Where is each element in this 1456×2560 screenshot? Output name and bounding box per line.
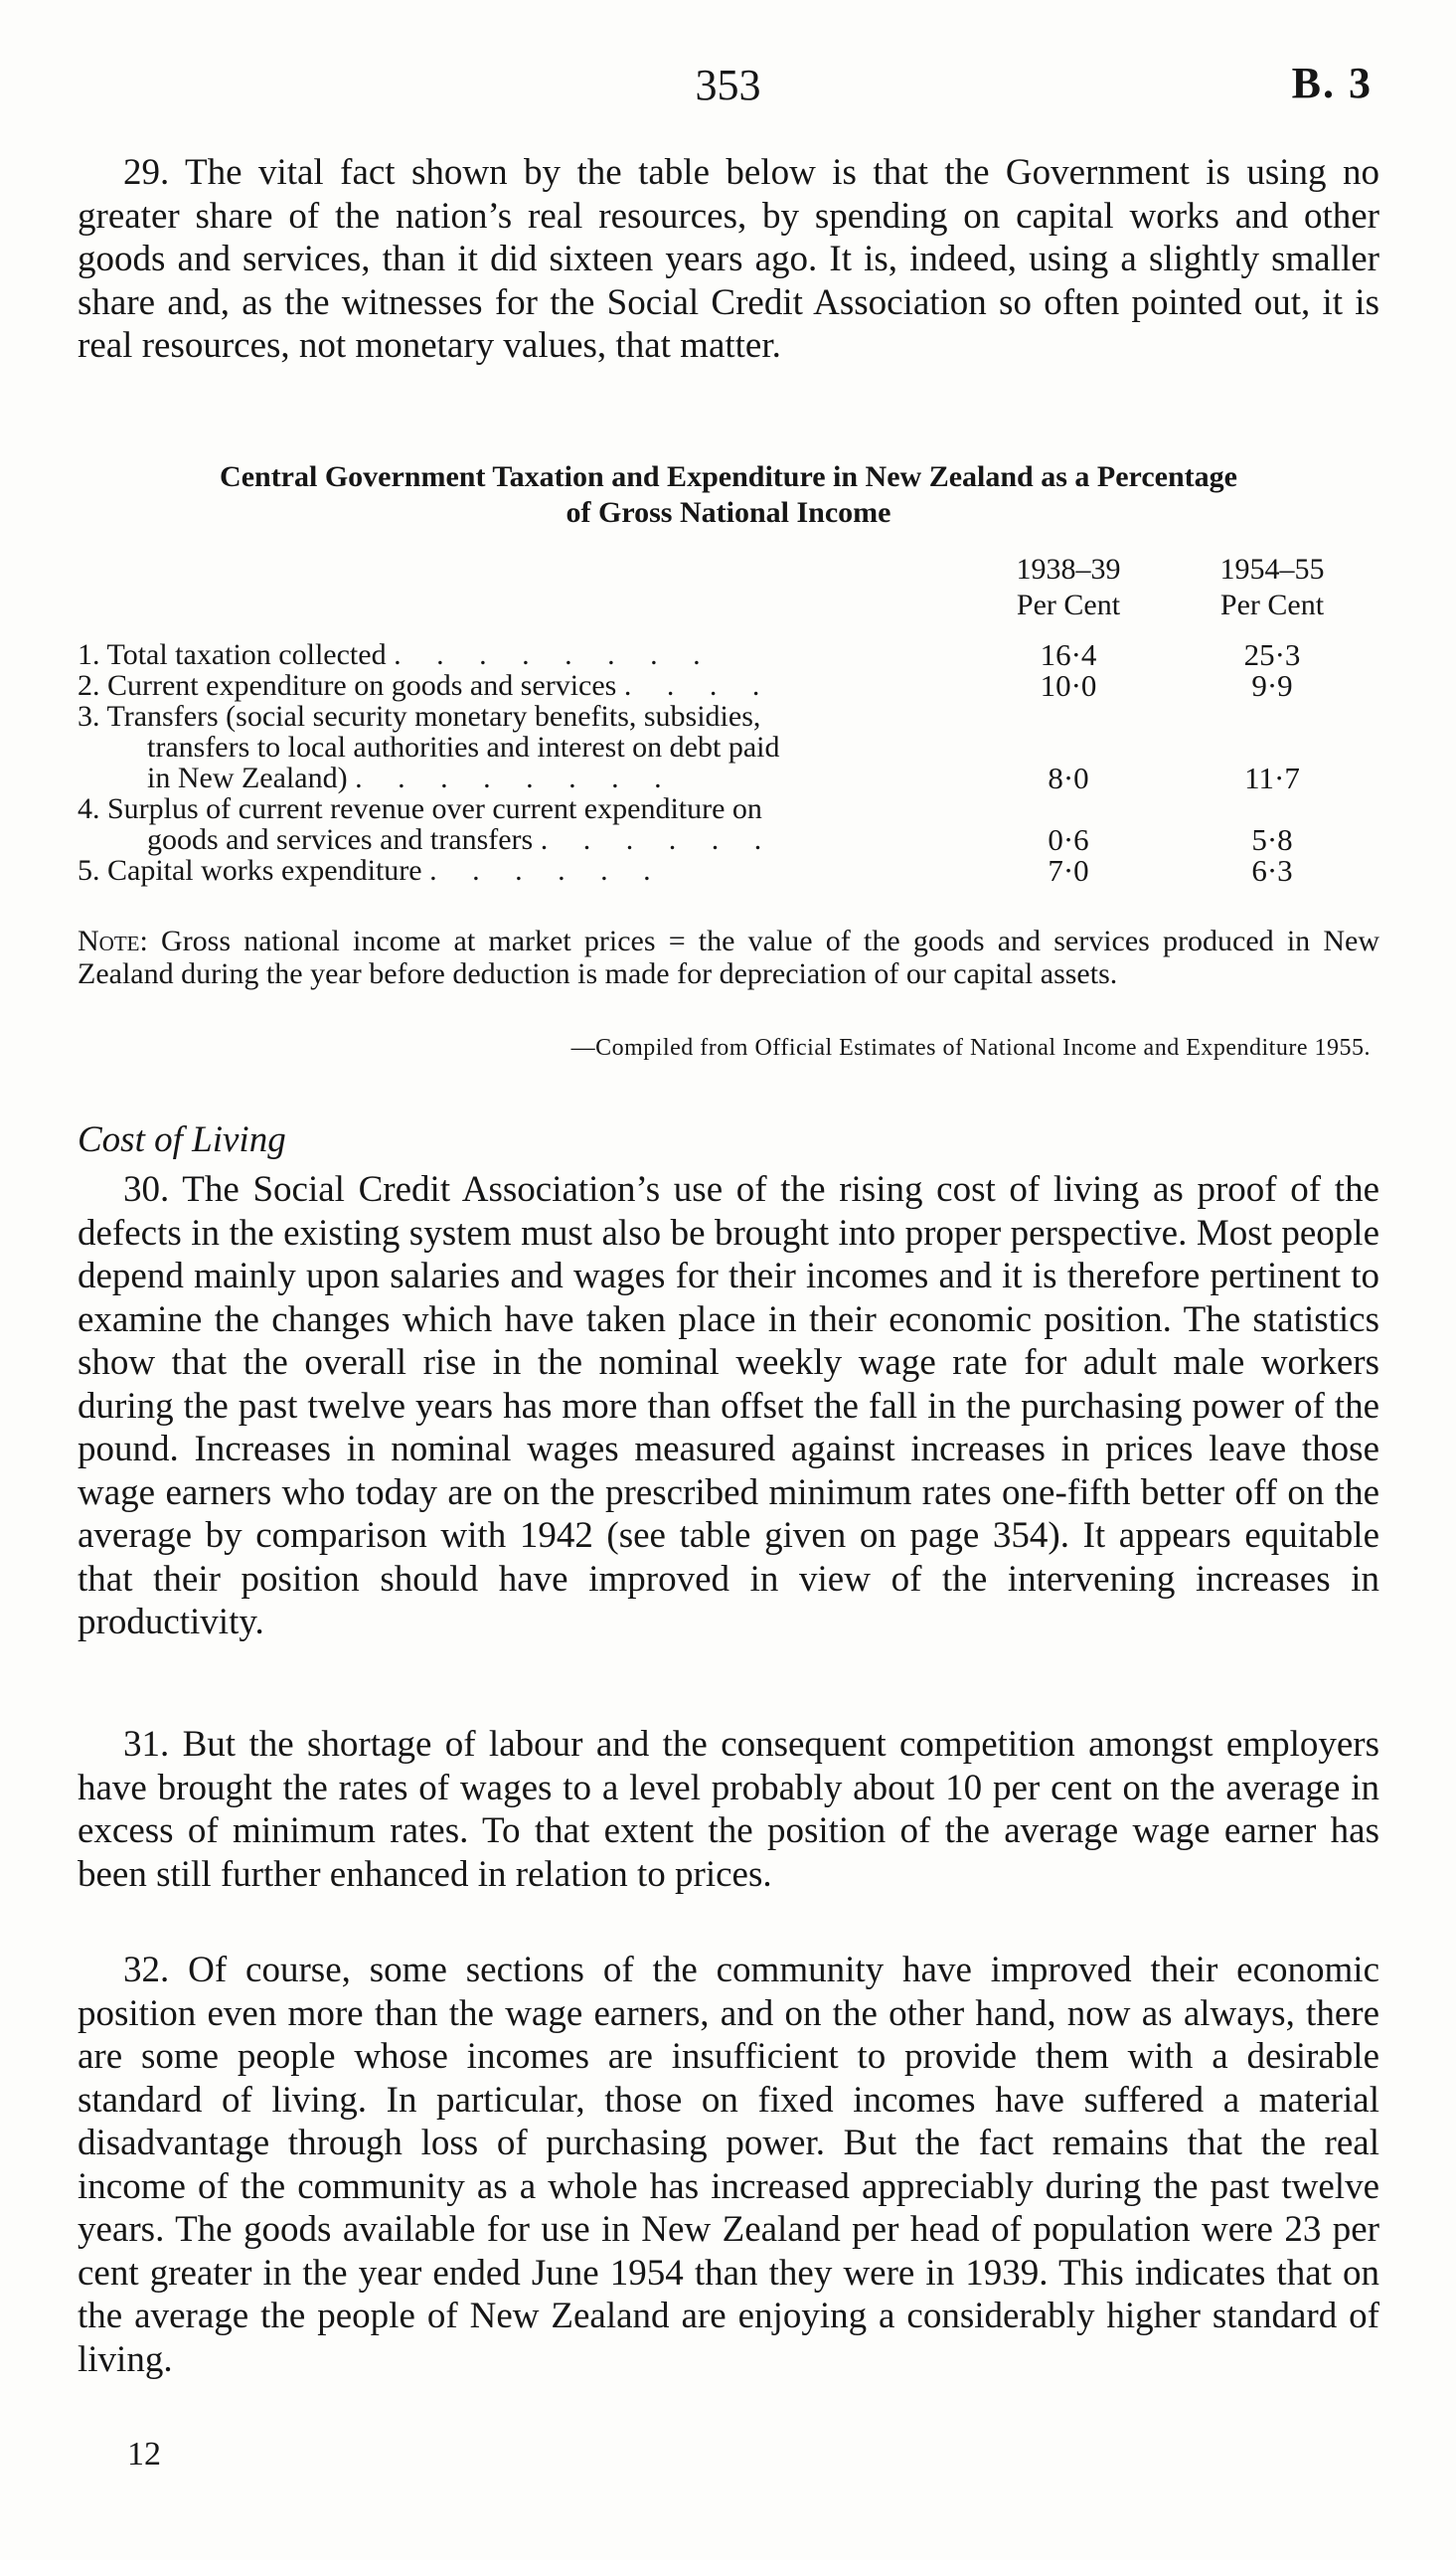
- table-source: —Compiled from Official Estimates of National Income and Expenditure 1955.: [570, 1035, 1371, 1061]
- table-title-line-2: of Gross National Income: [566, 496, 891, 529]
- value-1954-55: 5·8: [1251, 822, 1293, 857]
- page-number: 353: [695, 61, 761, 109]
- leader-dots: . . . . . .: [540, 823, 776, 856]
- column-header-year: 1938–39: [1016, 553, 1121, 586]
- value-1938-39: 7·0: [1048, 853, 1089, 888]
- note-text: Gross national income at market prices = the value of the goods and services produced in New Zealand during the year before deduction is made for depreciation of our capital assets.: [78, 925, 1380, 990]
- table-row: [78, 639, 1379, 670]
- column-header-year: 1954–55: [1219, 553, 1325, 586]
- value-1938-39: 8·0: [1048, 761, 1089, 795]
- row-label: 2. Current expenditure on goods and services: [78, 669, 617, 702]
- note-label: Note:: [78, 925, 148, 957]
- paragraph-32-text: 32. Of course, some sections of the community have improved their economic position even more than the wage earners, and on the other hand, now as always, there are some people whose incomes are insufficient to provide them with a desirable standard of living. In particular, those on fixed incomes have suffered a material disadvantage through loss of purchasing power. But the fact remains that the real income of the community as a whole has increased appreciably during the past twelve years. The goods available for use in New Zealand per head of population were 23 per cent greater in the year ended June 1954 than they were in 1939. This indicates that on the average the people of New Zealand are enjoying a considerably higher standard of living.: [78, 1950, 1379, 2380]
- paragraph-29-text: 29. The vital fact shown by the table below is that the Government is using no greater share of the nation’s real resources, by spending on capital works and other goods and services, than it did sixteen years ago. It is, indeed, using a slightly smaller share and, as the witnesses for the Social Credit Association so often pointed out, it is real resources, not monetary values, that matter.: [78, 152, 1379, 366]
- column-header-unit: Per Cent: [1016, 589, 1121, 621]
- row-label: 1. Total taxation collected: [78, 638, 387, 671]
- leader-dots: . . . . . . . .: [355, 762, 676, 794]
- table-row: [78, 855, 1379, 886]
- paragraph-29: [78, 151, 1379, 368]
- paragraph-30-text: 30. The Social Credit Association’s use of the rising cost of living as proof of the defects in the existing system must also be brought into proper perspective. Most people depend mainly upon salaries and wages for their incomes and it is therefore pertinent to examine the changes which have taken place in their economic position. The statistics show that the overall rise in the nominal weekly wage rate for adult male workers during the past twelve years has more than offset the fall in the purchasing power of the pound. Increases in nominal wages measured against increases in prices leave those wage earners who today are on the prescribed minimum rates one-fifth better off on the average by comparison with 1942 (see table given on page 354). It appears equitable that their position should have improved in view of the intervening increases in productivity.: [78, 1169, 1379, 1642]
- value-1954-55: 11·7: [1244, 761, 1300, 795]
- table-body: [78, 639, 1379, 886]
- value-1938-39: 10·0: [1040, 668, 1097, 703]
- column-header-1954-55: [1173, 552, 1372, 623]
- leader-dots: . . . . . . . .: [394, 638, 715, 671]
- row-label: 4. Surplus of current revenue over current expenditure on: [78, 792, 762, 825]
- row-label: 5. Capital works expenditure: [78, 854, 422, 887]
- value-1954-55: 6·3: [1251, 853, 1293, 888]
- column-header-unit: Per Cent: [1219, 589, 1325, 621]
- value-1938-39: 16·4: [1040, 637, 1097, 672]
- column-header-1938-39: [974, 552, 1163, 623]
- paragraph-31-text: 31. But the shortage of labour and the consequent competition amongst employers have brought the rates of wages to a level probably about 10 per cent on the average in excess of minimum rates. To that extent the position of the average wage earner has been still further enhanced in relation to prices.: [78, 1724, 1379, 1895]
- table-note: [78, 925, 1379, 990]
- table-title: [78, 459, 1379, 531]
- row-label-continuation: goods and services and transfers: [147, 823, 534, 856]
- value-1938-39: 0·6: [1048, 822, 1089, 857]
- footer-number: 12: [127, 2436, 161, 2473]
- section-heading: Cost of Living: [78, 1119, 286, 1160]
- value-1954-55: 25·3: [1243, 637, 1301, 672]
- table-title-line-1: Central Government Taxation and Expenditure in New Zealand as a Percentage: [220, 460, 1237, 493]
- value-1954-55: 9·9: [1251, 668, 1293, 703]
- row-label-continuation: transfers to local authorities and interest on debt paid: [147, 731, 780, 764]
- paragraph-31: [78, 1723, 1379, 1896]
- row-label-continuation: in New Zealand): [147, 762, 348, 794]
- row-label: 3. Transfers (social security monetary benefits, subsidies,: [78, 700, 761, 733]
- table-row: [78, 793, 1379, 855]
- table-row: [78, 701, 1379, 793]
- document-reference: B. 3: [1291, 59, 1373, 107]
- leader-dots: . . . . . .: [429, 854, 665, 887]
- paragraph-30: [78, 1168, 1379, 1644]
- leader-dots: . . . .: [623, 669, 774, 702]
- paragraph-32: [78, 1949, 1379, 2381]
- table-row: [78, 670, 1379, 701]
